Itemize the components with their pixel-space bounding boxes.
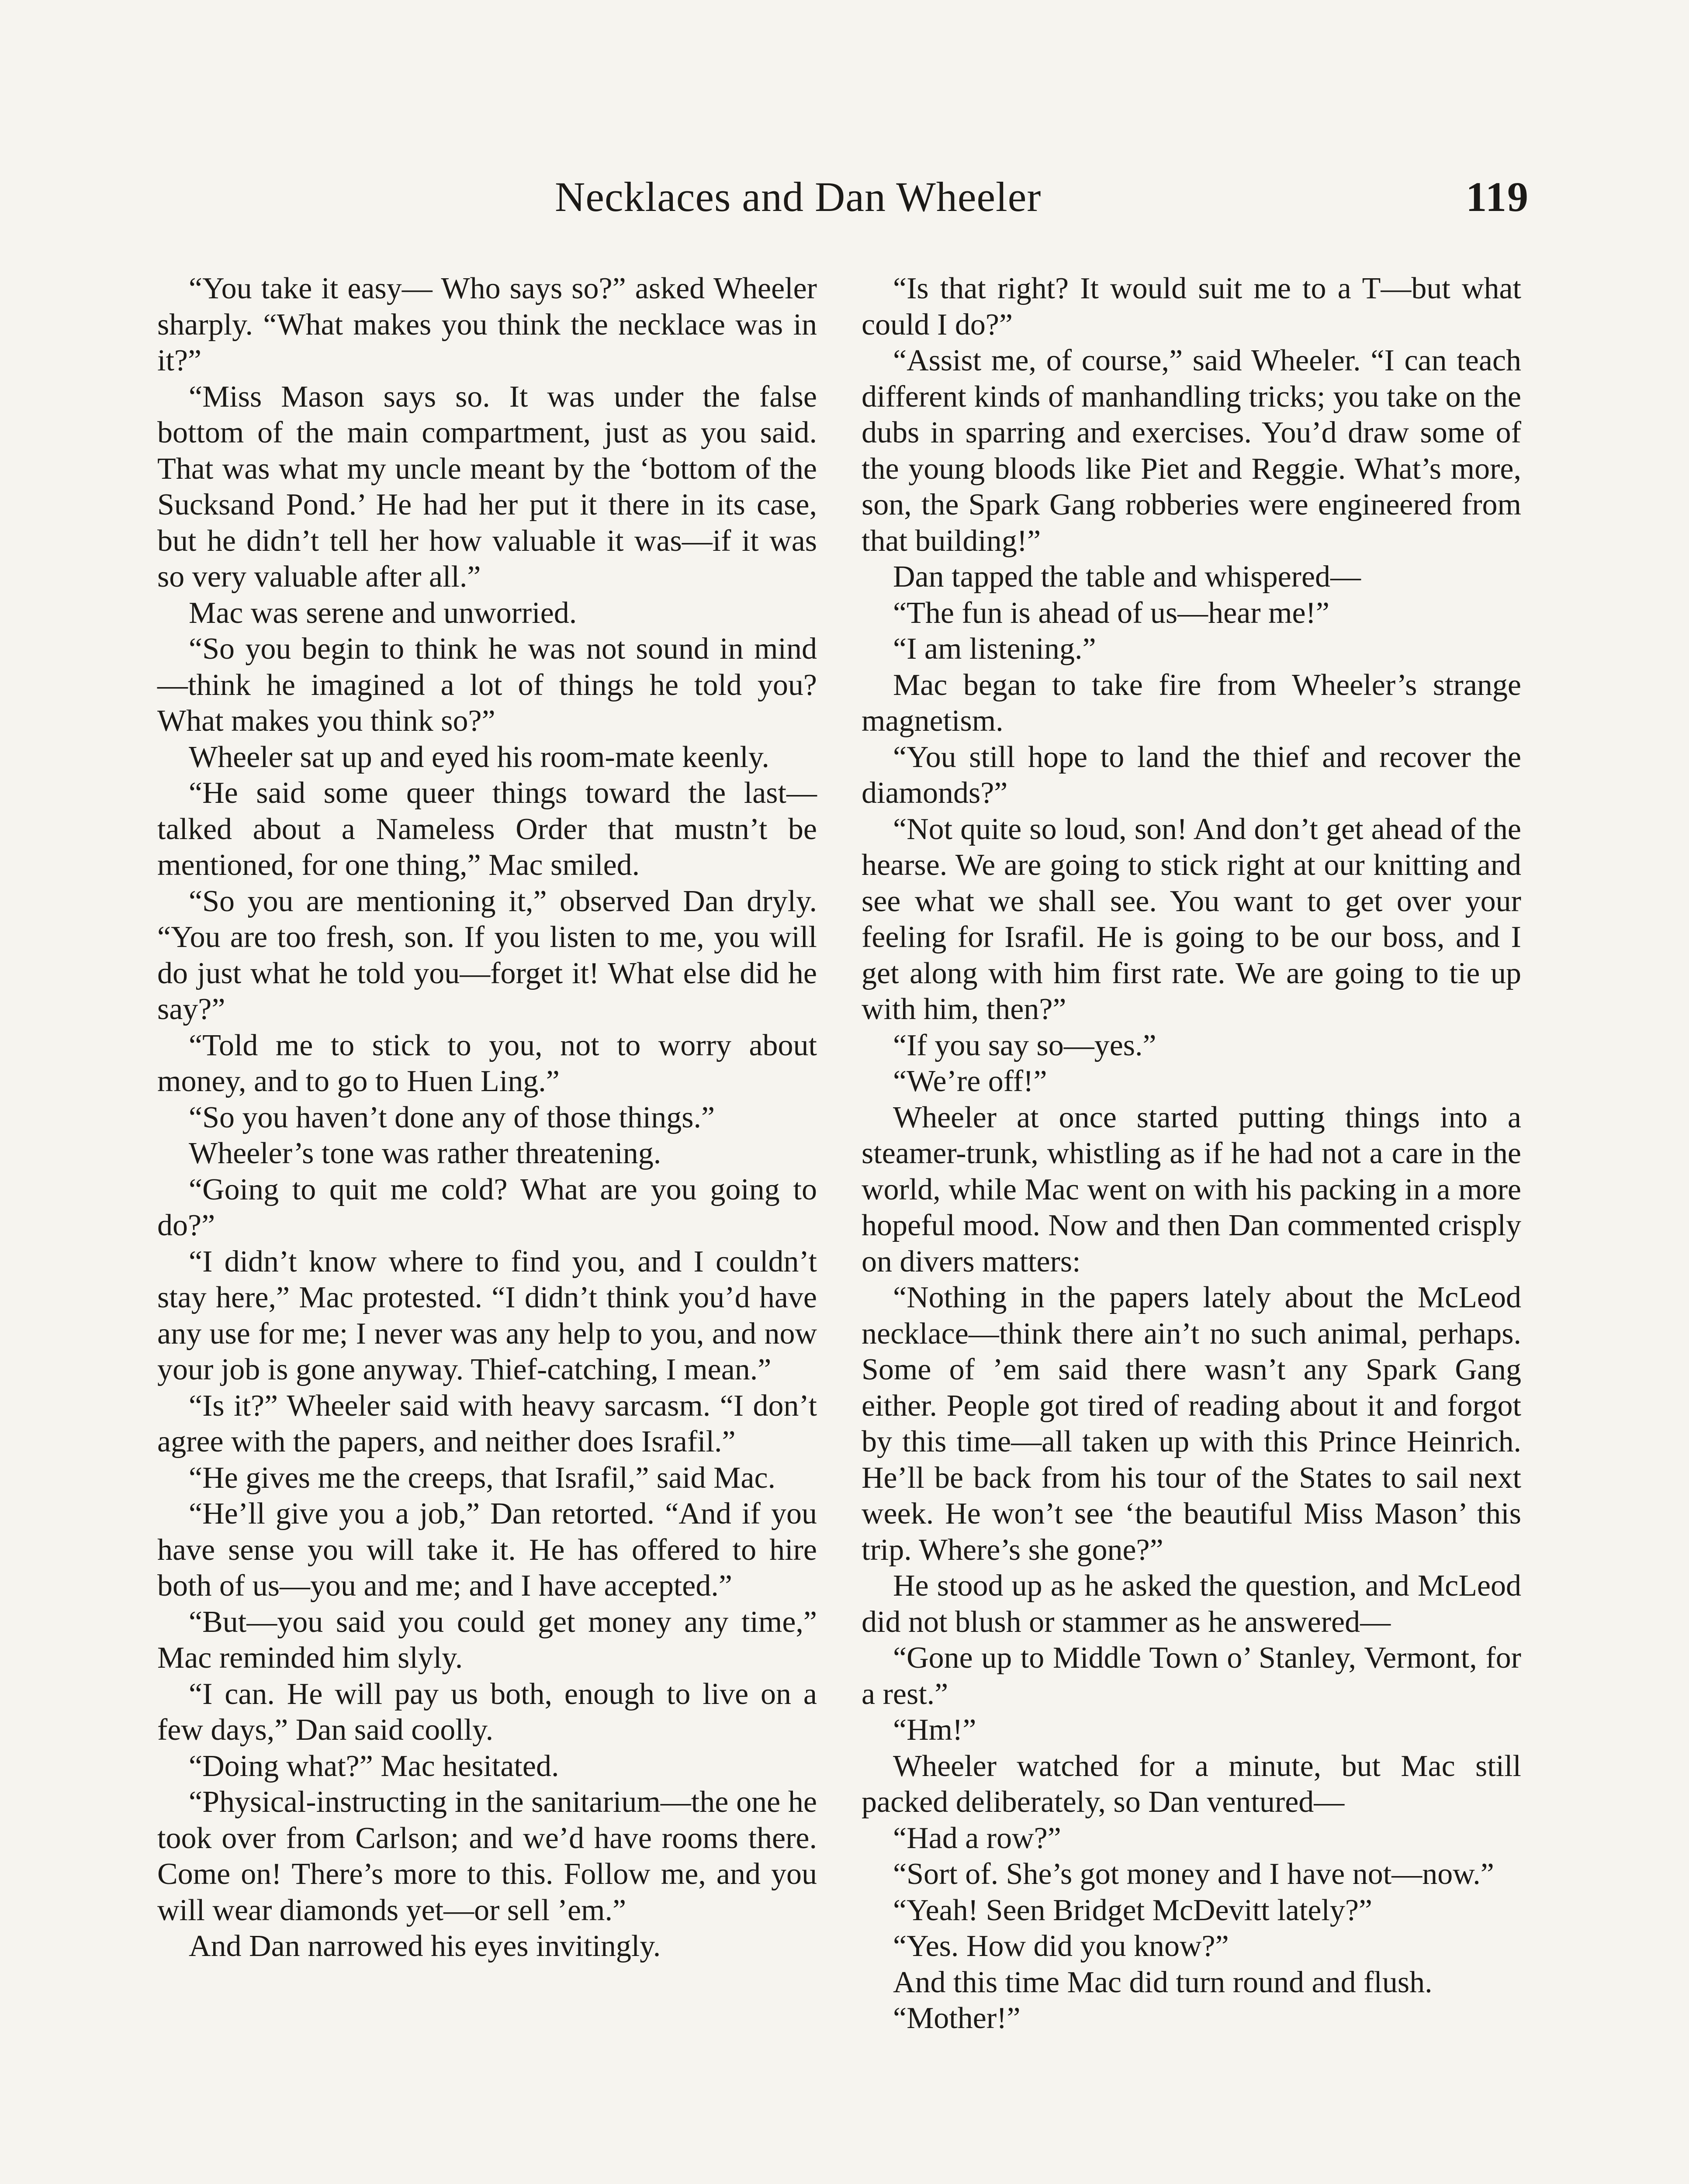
paragraph: “Doing what?” Mac hesitated. [189, 1749, 559, 1783]
paragraph: “I didn’t know where to find you, and I couldn’t stay here,” Mac protested. “I didn’t think you’d have any use for me; I never was any help to you, and now your job is gone anyway. Thief-catching, I mean.” [157, 1244, 817, 1386]
paragraph: “Gone up to Middle Town o’ Stanley, Vermont, for a rest.” [862, 1641, 1521, 1711]
paragraph: He stood up as he asked the question, and McLeod did not blush or stammer as he answered— [862, 1569, 1521, 1639]
paragraph: Wheeler at once started putting things into a steamer-trunk, whistling as if he had not a care in the world, while Mac went on with his packing in a more hopeful mood. Now and then Dan commented crisply on divers matters: [862, 1100, 1521, 1279]
paragraph: Mac was serene and unworried. [189, 596, 577, 630]
paragraph: “So you haven’t done any of those things.” [189, 1100, 715, 1134]
paragraph: “Told me to stick to you, not to worry about money, and to go to Huen Ling.” [157, 1028, 817, 1098]
page-number: 119 [1466, 173, 1529, 220]
paragraph: “Yes. How did you know?” [893, 1929, 1229, 1963]
paragraph: “Nothing in the papers lately about the McLeod necklace—think there ain’t no such animal, perhaps. Some of ’em said there wasn’t any Spark Gang either. People got tired of reading about it and forgot by this time—all taken up with this Prince Heinrich. He’ll be back from his tour of the States to sail next week. He won’t see ‘the beautiful Miss Mason’ this trip. Where’s she gone?” [862, 1281, 1521, 1567]
running-title: Necklaces and Dan Wheeler [555, 173, 1042, 220]
paragraph: “You take it easy— Who says so?” asked Wheeler sharply. “What makes you think the necklace was in it?” [157, 272, 817, 377]
paragraph: “So you are mentioning it,” observed Dan dryly. “You are too fresh, son. If you listen to me, you will do just what he told you—forget it! What else did he say?” [157, 884, 817, 1026]
paragraph: “So you begin to think he was not sound in mind—think he imagined a lot of things he told you? What makes you think so?” [157, 632, 817, 738]
paragraph: Wheeler sat up and eyed his room-mate keenly. [189, 740, 769, 774]
paragraph: “Miss Mason says so. It was under the false bottom of the main compartment, just as you said. That was what my uncle meant by the ‘bottom of the Sucksand Pond.’ He had her put it there in its case, but he didn’t tell her how valuable it was—if it was so very valuable after all.” [157, 380, 817, 594]
left-column [157, 271, 817, 1965]
paragraph: “He’ll give you a job,” Dan retorted. “And if you have sense you will take it. He has offered to hire both of us—you and me; and I have accepted.” [157, 1497, 817, 1603]
paragraph: “I can. He will pay us both, enough to live on a few days,” Dan said coolly. [157, 1677, 817, 1747]
paragraph: Mac began to take fire from Wheeler’s strange magnetism. [862, 668, 1521, 738]
paragraph: Wheeler’s tone was rather threatening. [189, 1137, 661, 1170]
paragraph: And this time Mac did turn round and flush. [893, 1965, 1433, 1999]
paragraph: “Going to quit me cold? What are you going to do?” [157, 1172, 817, 1242]
paragraph: “He gives me the creeps, that Israfil,” said Mac. [189, 1461, 776, 1495]
paragraph: “Mother!” [893, 2001, 1021, 2035]
paragraph: “Had a row?” [893, 1821, 1061, 1855]
paragraph: “He said some queer things toward the last—talked about a Nameless Order that mustn’t be mentioned, for one thing,” Mac smiled. [157, 776, 817, 882]
paragraph: “Sort of. She’s got money and I have not—now.” [893, 1857, 1494, 1891]
paragraph: Dan tapped the table and whispered— [893, 560, 1361, 594]
paragraph: “Is it?” Wheeler said with heavy sarcasm. “I don’t agree with the papers, and neither does Israfil.” [157, 1389, 817, 1458]
paragraph: “I am listening.” [893, 632, 1096, 666]
paragraph: “The fun is ahead of us—hear me!” [893, 596, 1330, 630]
right-column [862, 271, 1521, 2037]
paragraph: “Assist me, of course,” said Wheeler. “I can teach different kinds of manhandling tricks; you take on the dubs in sparring and exercises. You’d draw some of the young bloods like Piet and Reggie. What’s more, son, the Spark Gang robberies were engineered from that building!” [862, 344, 1521, 558]
paragraph: “You still hope to land the thief and recover the diamonds?” [862, 740, 1521, 810]
running-header [555, 173, 1529, 229]
paragraph: “Hm!” [893, 1713, 976, 1747]
paragraph: “Physical-instructing in the sanitarium—the one he took over from Carlson; and we’d have rooms there. Come on! There’s more to this. Follow me, and you will wear diamonds yet—or sell ’em.” [157, 1785, 817, 1927]
paragraph: “Not quite so loud, son! And don’t get ahead of the hearse. We are going to stick right at our knitting and see what we shall see. You want to get over your feeling for Israfil. He is going to be our boss, and I get along with him first rate. We are going to tie up with him, then?” [862, 812, 1521, 1026]
paragraph: “But—you said you could get money any time,” Mac reminded him slyly. [157, 1605, 817, 1675]
paragraph: “If you say so—yes.” [893, 1028, 1156, 1062]
paragraph: “We’re off!” [893, 1064, 1047, 1098]
paragraph: And Dan narrowed his eyes invitingly. [189, 1929, 661, 1963]
paragraph: “Is that right? It would suit me to a T—but what could I do?” [862, 272, 1521, 342]
paragraph: Wheeler watched for a minute, but Mac still packed deliberately, so Dan ventured— [862, 1749, 1521, 1819]
paragraph: “Yeah! Seen Bridget McDevitt lately?” [893, 1893, 1372, 1927]
